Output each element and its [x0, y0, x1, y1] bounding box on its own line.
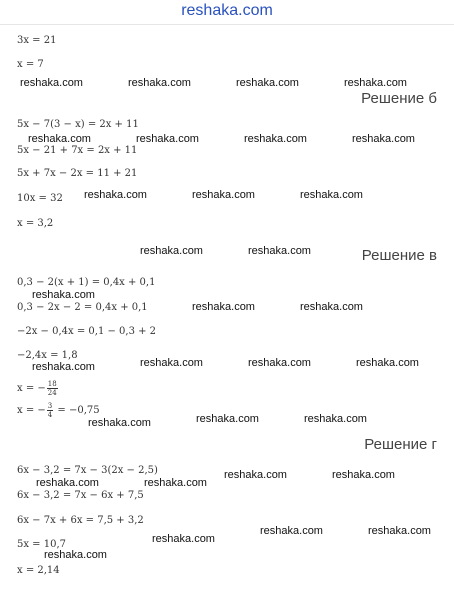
watermark: reshaka.com	[128, 77, 191, 89]
fraction-denominator: 4	[47, 411, 53, 419]
watermark: reshaka.com	[300, 189, 363, 201]
equation-line: 6x − 7x + 6x = 7,5 + 3,2	[17, 515, 144, 526]
equation-line: −2,4x = 1,8	[17, 350, 78, 361]
watermark: reshaka.com	[196, 413, 259, 425]
watermark: reshaka.com	[20, 77, 83, 89]
equation-line: 5x = 10,7	[17, 539, 67, 550]
watermark: reshaka.com	[244, 133, 307, 145]
section-heading-d: Решение г	[364, 436, 437, 453]
equation-prefix: x = −	[17, 405, 46, 416]
watermark: reshaka.com	[248, 357, 311, 369]
watermark: reshaka.com	[140, 245, 203, 257]
watermark: reshaka.com	[84, 189, 147, 201]
equation-line: −2x − 0,4x = 0,1 − 0,3 + 2	[17, 326, 157, 337]
watermark: reshaka.com	[44, 549, 107, 561]
watermark: reshaka.com	[260, 525, 323, 537]
equation-suffix: = −0,75	[57, 405, 100, 416]
section-heading-c: Решение в	[361, 247, 437, 264]
watermark: reshaka.com	[140, 357, 203, 369]
site-logo-link[interactable]: reshaka.com	[181, 2, 273, 19]
equation-line: x = 3,2	[17, 218, 54, 229]
watermark: reshaka.com	[136, 133, 199, 145]
watermark: reshaka.com	[36, 477, 99, 489]
watermark: reshaka.com	[32, 289, 95, 301]
equation-line: 0,3 − 2x − 2 = 0,4x + 0,1	[17, 302, 148, 313]
equation-line: 0,3 − 2(x + 1) = 0,4x + 0,1	[17, 277, 156, 288]
section-heading-b: Решение б	[361, 90, 437, 107]
site-header	[0, 0, 454, 25]
equation-line: 3x = 21	[17, 35, 57, 46]
watermark: reshaka.com	[144, 477, 207, 489]
equation-line: 5x − 21 + 7x = 2x + 11	[17, 145, 138, 156]
watermark: reshaka.com	[236, 77, 299, 89]
fraction	[47, 402, 53, 419]
watermark: reshaka.com	[368, 525, 431, 537]
watermark: reshaka.com	[304, 413, 367, 425]
equation-line: 5x + 7x − 2x = 11 + 21	[17, 168, 138, 179]
fraction-numerator: 3	[47, 402, 53, 410]
watermark: reshaka.com	[28, 133, 91, 145]
watermark: reshaka.com	[344, 77, 407, 89]
watermark: reshaka.com	[192, 301, 255, 313]
watermark: reshaka.com	[352, 133, 415, 145]
equation-line: 5x − 7(3 − x) = 2x + 11	[17, 119, 139, 130]
watermark: reshaka.com	[248, 245, 311, 257]
watermark: reshaka.com	[332, 469, 395, 481]
fraction-numerator: 18	[47, 380, 57, 388]
equation-line: 6x − 3,2 = 7x − 6x + 7,5	[17, 490, 144, 501]
watermark: reshaka.com	[88, 417, 151, 429]
equation-line: 10x = 32	[17, 193, 63, 204]
equation-line: 6x − 3,2 = 7x − 3(2x − 2,5)	[17, 465, 158, 476]
watermark: reshaka.com	[192, 189, 255, 201]
equation-prefix: x = −	[17, 383, 46, 394]
fraction-denominator: 24	[47, 389, 57, 397]
equation-line: x = 2,14	[17, 565, 60, 576]
watermark: reshaka.com	[224, 469, 287, 481]
watermark: reshaka.com	[152, 533, 215, 545]
watermark: reshaka.com	[300, 301, 363, 313]
watermark: reshaka.com	[356, 357, 419, 369]
equation-line: x = 7	[17, 59, 44, 70]
equation-fraction-line	[17, 380, 59, 397]
watermark: reshaka.com	[32, 361, 95, 373]
fraction	[47, 380, 58, 397]
